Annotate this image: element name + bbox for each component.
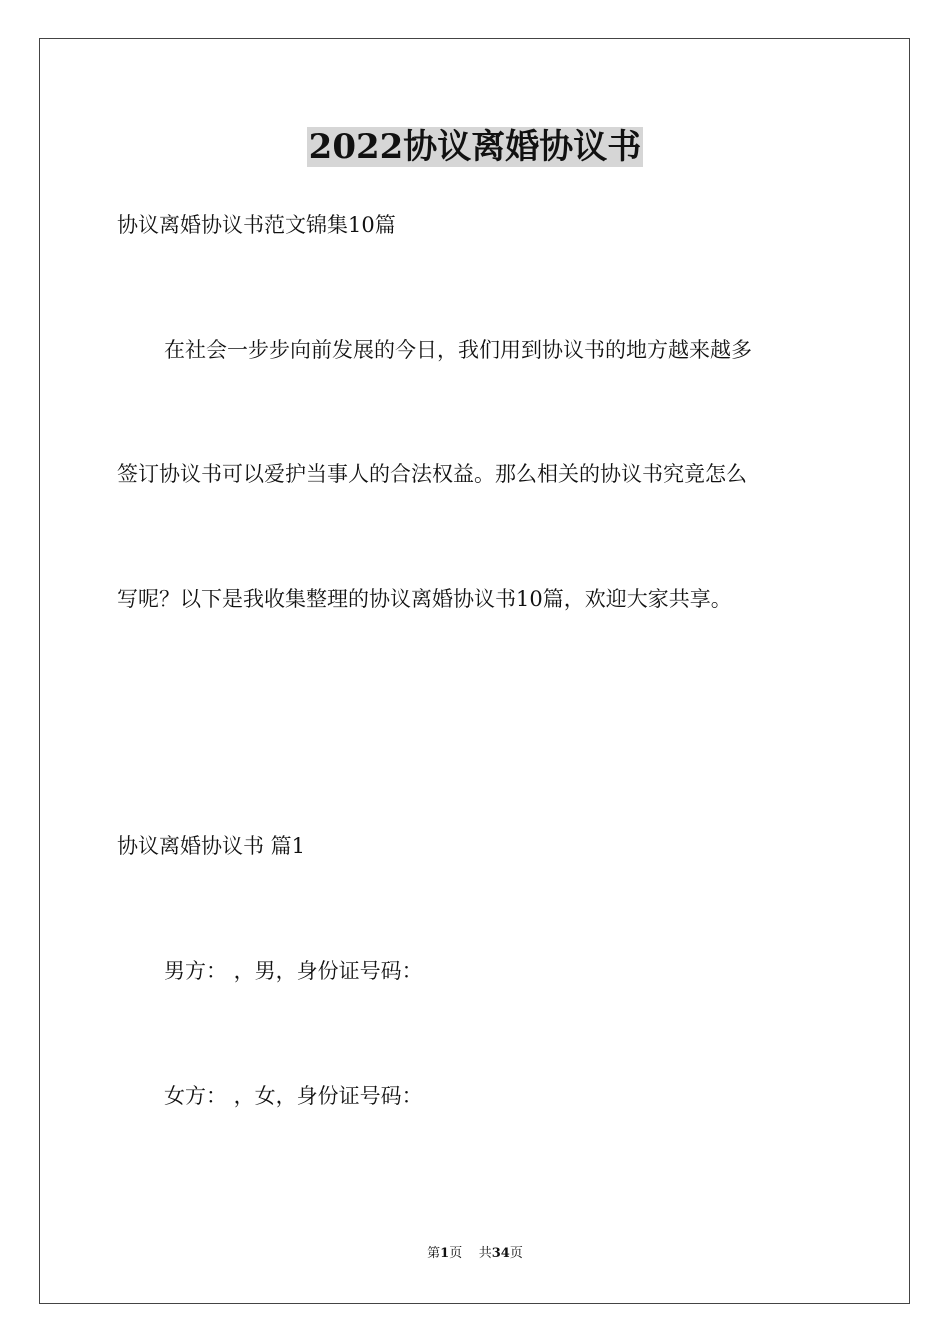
- footer-suffix: 页: [509, 1246, 523, 1261]
- page-footer: [0, 1245, 950, 1263]
- document-title: [0, 124, 950, 170]
- party-line-male: 男方： ，男，身份证号码：: [164, 959, 423, 983]
- footer-total-pages: 34: [491, 1246, 510, 1261]
- footer-current-page: 1: [440, 1246, 450, 1261]
- footer-mid: 页 共: [449, 1246, 492, 1261]
- footer-prefix: 第: [427, 1246, 441, 1261]
- intro-paragraph-line: 写呢？以下是我收集整理的协议离婚协议书10篇，欢迎大家共享。: [117, 587, 732, 611]
- intro-paragraph-line: 签订协议书可以爱护当事人的合法权益。那么相关的协议书究竟怎么: [117, 462, 747, 486]
- document-subtitle: 协议离婚协议书范文锦集10篇: [117, 213, 396, 237]
- intro-paragraph-line: 在社会一步步向前发展的今日，我们用到协议书的地方越来越多: [164, 338, 752, 362]
- document-title-text: 2022协议离婚协议书: [308, 127, 642, 167]
- section-heading: 协议离婚协议书 篇1: [117, 834, 306, 858]
- party-line-female: 女方： ，女，身份证号码：: [164, 1084, 423, 1108]
